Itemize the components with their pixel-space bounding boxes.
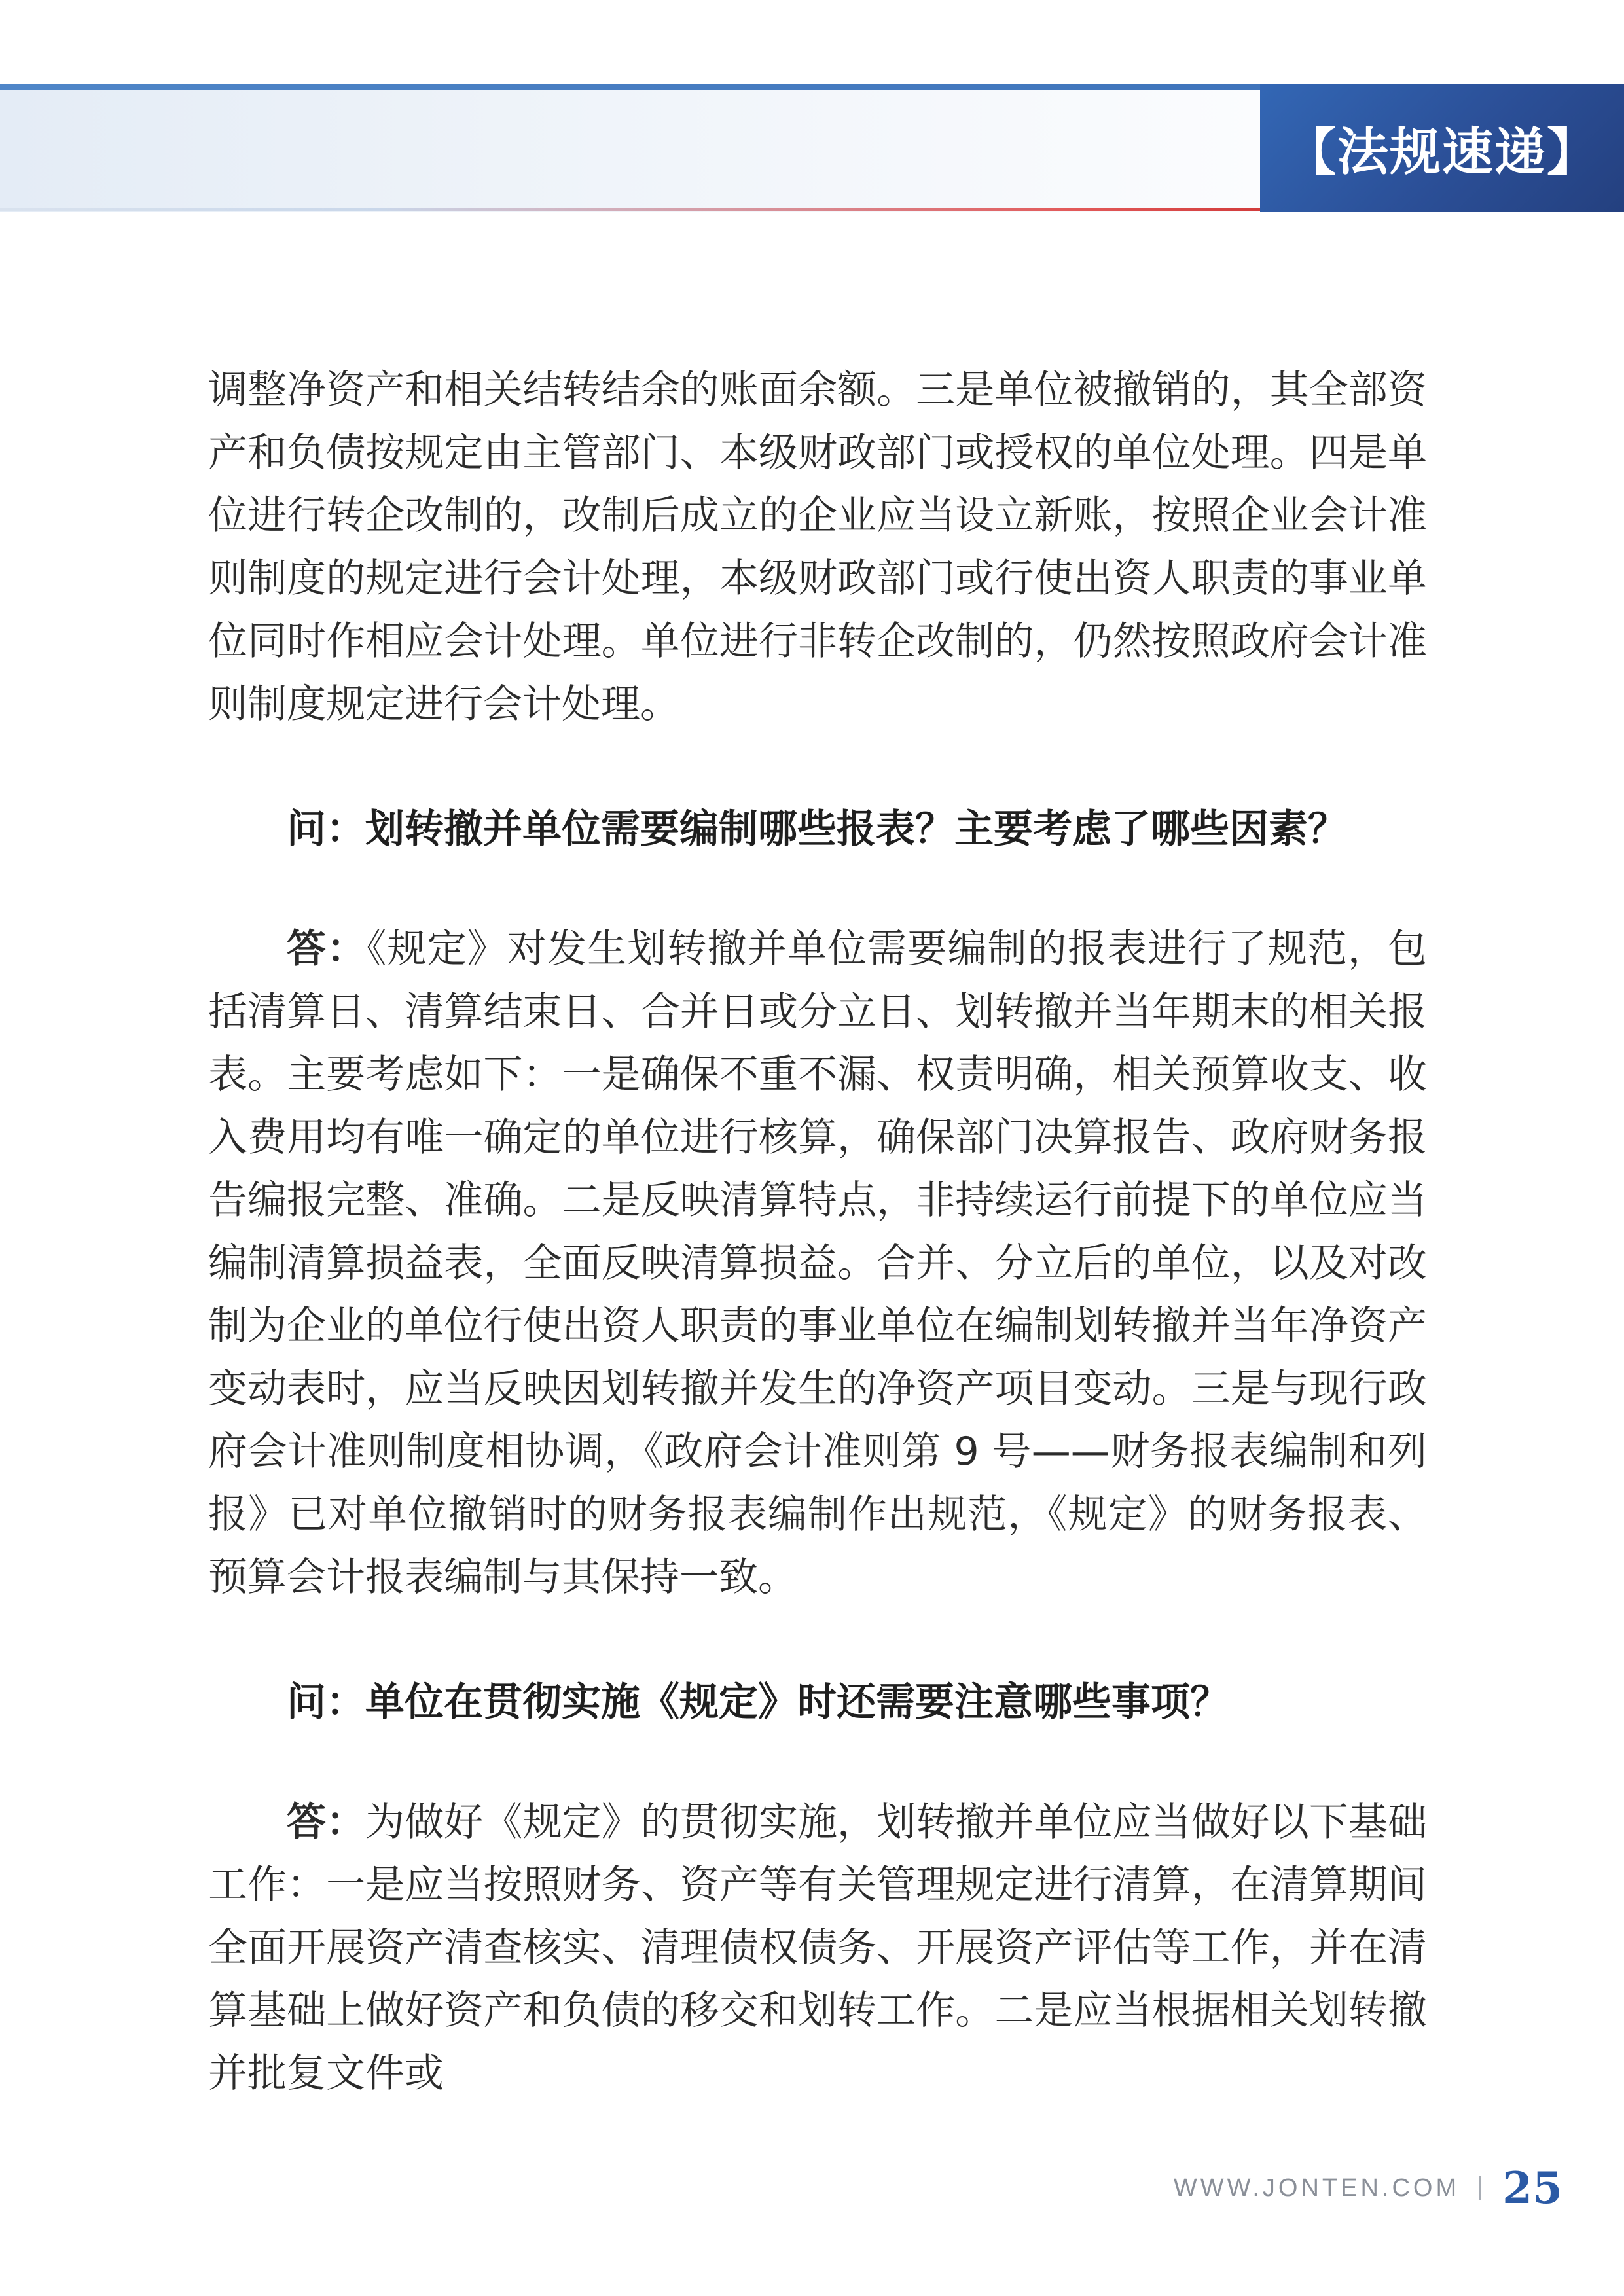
question-1: 问：划转撤并单位需要编制哪些报表？主要考虑了哪些因素？ <box>287 806 1347 852</box>
answer-1 <box>208 918 1427 1609</box>
answer-label: 答： <box>287 1799 366 1845</box>
header-band <box>0 84 1260 212</box>
answer-1-text: 《规定》对发生划转撤并单位需要编制的报表进行了规范，包括清算日、清算结束日、合并日或分立日、划转撤并当年期末的相关报表。主要考虑如下：一是确保不重不漏、权责明确，相关预算收支、收入费用均有唯一确定的单位进行核算，确保部门决算报告、政府财务报告编报完整、准确。二是反映清算特点，非持续运行前提下的单位应当编制清算损益表，全面反映清算损益。合并、分立后的单位，以及对改制为企业的单位行使出资人职责的事业单位在编制划转撤并当年净资产变动表时，应当反映因划转撤并发生的净资产项目变动。三是与现行政府会计准则制度相协调，《政府会计准则第 9 号——财务报表编制和列报》已对单位撤销时的财务报表编制作出规范，《规定》的财务报表、预算会计报表编制与其保持一致。 <box>208 926 1428 1600</box>
article-body <box>208 359 1427 2105</box>
footer-url: WWW.JONTEN.COM <box>1173 2174 1460 2202</box>
question-2: 问：单位在贯彻实施《规定》时还需要注意哪些事项？ <box>287 1679 1229 1725</box>
section-label: 【法规速递】 <box>1260 84 1624 212</box>
header-top-rule <box>0 84 1260 90</box>
continuation-paragraph: 调整净资产和相关结转结余的账面余额。三是单位被撤销的，其全部资产和负债按规定由主管部门、本级财政部门或授权的单位处理。四是单位进行转企改制的，改制后成立的企业应当设立新账，按照企业会计准则制度的规定进行会计处理，本级财政部门或行使出资人职责的事业单位同时作相应会计处理。单位进行非转企改制的，仍然按照政府会计准则制度规定进行会计处理。 <box>208 367 1427 727</box>
answer-2-text: 为做好《规定》的贯彻实施，划转撤并单位应当做好以下基础工作：一是应当按照财务、资产等有关管理规定进行清算，在清算期间全面开展资产清查核实、清理债权债务、开展资产评估等工作，并在清算基础上做好资产和负债的移交和划转工作。二是应当根据相关划转撤并批复文件或 <box>208 1799 1428 2096</box>
footer-divider <box>1479 2176 1481 2200</box>
header-bottom-rule <box>0 208 1260 211</box>
answer-label: 答： <box>287 926 367 972</box>
page-footer <box>1174 2159 1562 2217</box>
page-number: 25 <box>1502 2162 1562 2214</box>
answer-2 <box>208 1791 1427 2105</box>
